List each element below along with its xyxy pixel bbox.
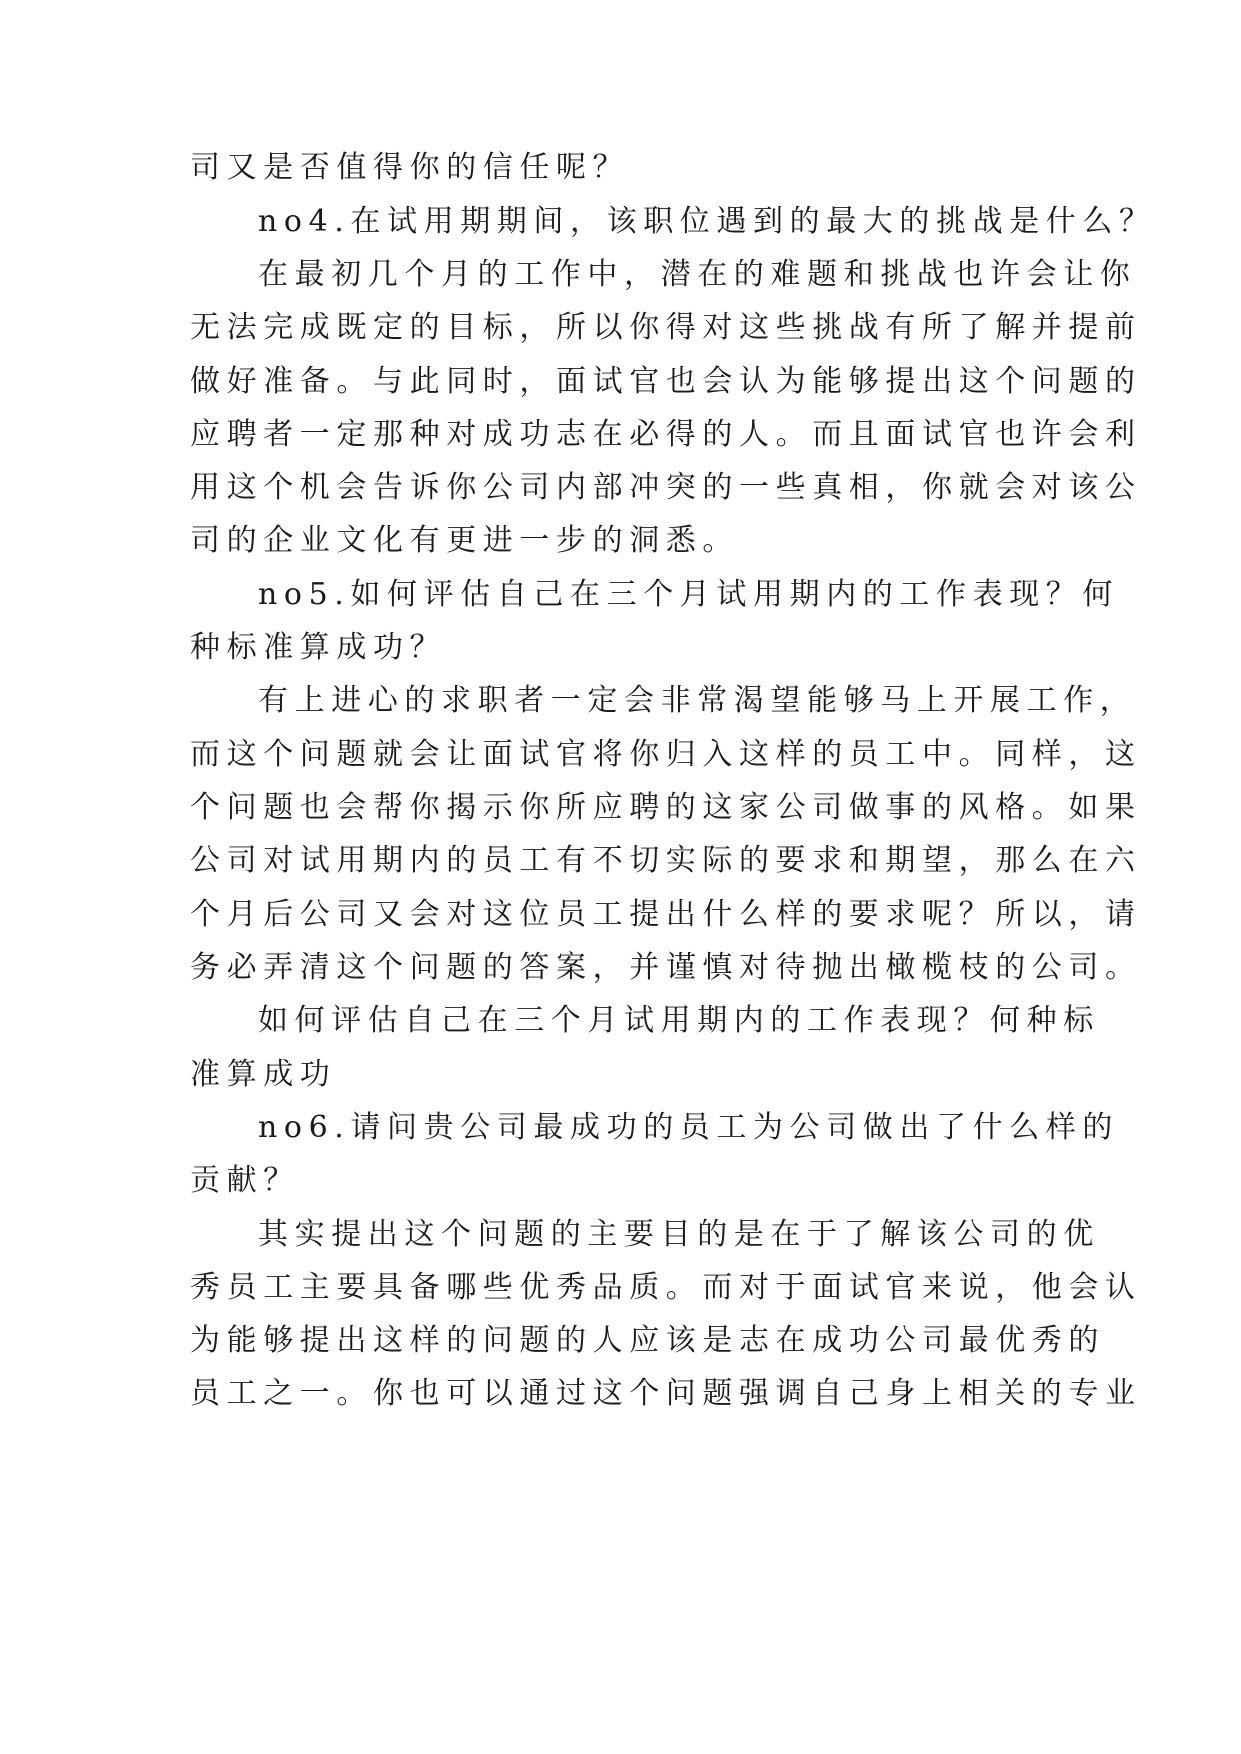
text-line: 员工之一。你也可以通过这个问题强调自己身上相关的专业 [190, 1376, 1142, 1411]
question-heading: 种标准算成功？ [190, 630, 447, 665]
question-heading: 贡献？ [190, 1163, 300, 1198]
text-line: 有上进心的求职者一定会非常渴望能够马上开展工作， [258, 683, 1137, 718]
text-line: 做好准备。与此同时，面试官也会认为能够提出这个问题的 [190, 364, 1142, 399]
text-line: 而这个问题就会让面试官将你归入这样的员工中。同样，这 [190, 737, 1142, 772]
text-line: 司的企业文化有更进一步的洞悉。 [190, 523, 739, 558]
question-heading: no6.请问贵公司最成功的员工为公司做出了什么样的 [258, 1110, 1120, 1145]
text-line: 司又是否值得你的信任呢？ [190, 150, 630, 185]
question-heading: no4.在试用期期间，该职位遇到的最大的挑战是什么？ [258, 204, 1156, 239]
text-line: 应聘者一定那种对成功志在必得的人。而且面试官也许会利 [190, 417, 1142, 452]
text-line: 公司对试用期内的员工有不切实际的要求和期望，那么在六 [190, 843, 1142, 878]
text-line: 无法完成既定的目标，所以你得对这些挑战有所了解并提前 [190, 310, 1142, 345]
question-heading: no5.如何评估自己在三个月试用期内的工作表现？何 [258, 577, 1120, 612]
text-line: 为能够提出这样的问题的人应该是志在成功公司最优秀的 [190, 1323, 1105, 1358]
text-line: 个月后公司又会对这位员工提出什么样的要求呢？所以，请 [190, 897, 1142, 932]
text-line: 其实提出这个问题的主要目的是在于了解该公司的优 [258, 1217, 1100, 1252]
text-line: 秀员工主要具备哪些优秀品质。而对于面试官来说，他会认 [190, 1270, 1142, 1305]
text-line: 务必弄清这个问题的答案，并谨慎对待抛出橄榄枝的公司。 [190, 950, 1142, 985]
text-line: 用这个机会告诉你公司内部冲突的一些真相，你就会对该公 [190, 470, 1142, 505]
text-line: 如何评估自己在三个月试用期内的工作表现？何种标 [258, 1003, 1100, 1038]
text-line: 准算成功 [190, 1057, 337, 1092]
text-line: 在最初几个月的工作中，潜在的难题和挑战也许会让你 [258, 257, 1137, 292]
text-line: 个问题也会帮你揭示你所应聘的这家公司做事的风格。如果 [190, 790, 1142, 825]
